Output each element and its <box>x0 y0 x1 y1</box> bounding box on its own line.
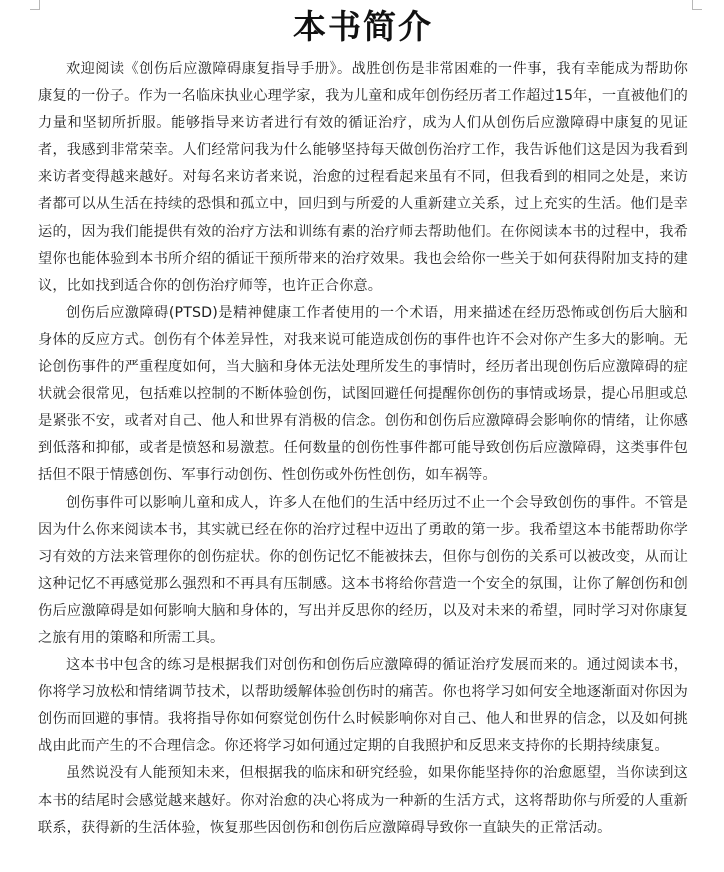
paragraph-2: 创伤后应激障碍(PTSD)是精神健康工作者使用的一个术语，用来描述在经历恐怖或创伤后大脑和身体的反应方式。创伤有个体差异性，对我来说可能造成创伤的事件也许不会对你产生多大的影响。无论创伤事件的严重程度如何，当大脑和身体无法处理所发生的事情时，经历者出现创伤后应激障碍的症状就会很常见，包括难以控制的不断体验创伤，试图回避任何提醒你创伤的事情或场景，提心吊胆或总是紧张不安，或者对自己、他人和世界有消极的信念。创伤和创伤后应激障碍会影响你的情绪，让你感到低落和抑郁，或者是愤怒和易激惹。任何数量的创伤性事件都可能导致创伤后应激障碍，这类事件包括但不限于情感创伤、军事行动创伤、性创伤或外伤性创伤，如车祸等。 <box>38 304 688 484</box>
paragraph-4: 这本书中包含的练习是根据我们对创伤和创伤后应激障碍的循证治疗发展而来的。通过阅读本书，你将学习放松和情绪调节技术，以帮助缓解体验创伤时的痛苦。你也将学习如何安全地逐渐面对你因为创伤而回避的事情。我将指导你如何察觉创伤什么时候影响你对自己、他人和世界的信念，以及如何挑战由此而产生的不合理信念。你还将学习如何通过定期的自我照护和反思来支持你的长期持续康复。 <box>38 657 688 755</box>
paragraph-1: 欢迎阅读《创伤后应激障碍康复指导手册》。战胜创伤是非常困难的一件事，我有幸能成为帮助你康复的一份子。作为一名临床执业心理学家，我为儿童和成年创伤经历者工作超过15年，一直被他们的力量和坚韧所折服。能够指导来访者进行有效的循证治疗，成为人们从创伤后应激障碍中康复的见证者，我感到非常荣幸。人们经常问我为什么能够坚持每天做创伤治疗工作，我告诉他们这是因为我看到来访者变得越来越好。对每名来访者来说，治愈的过程看起来虽有不同，但我看到的相同之处是，来访者都可以从生活在持续的恐惧和孤立中，回归到与所爱的人重新建立关系，过上充实的生活。他们是幸运的，因为我们能提供有效的治疗方法和训练有素的治疗师去帮助他们。在你阅读本书的过程中，我希望你也能体验到本书所介绍的循证干预所带来的治疗效果。我也会给你一些关于如何获得附加支持的建议，比如找到适合你的创伤治疗师等，也许正合你意。 <box>38 61 688 294</box>
page-corner-mark-right <box>692 0 702 10</box>
page-title: 本书简介 <box>293 7 433 46</box>
paragraph-5: 虽然说没有人能预知未来，但根据我的临床和研究经验，如果你能坚持你的治愈愿望，当你读到这本书的结尾时会感觉越来越好。你对治愈的决心将成为一种新的生活方式，这将帮助你与所爱的人重新联系，获得新的生活体验，恢复那些因创伤和创伤后应激障碍导致你一直缺失的正常活动。 <box>38 765 688 836</box>
paragraph-3: 创伤事件可以影响儿童和成人，许多人在他们的生活中经历过不止一个会导致创伤的事件。不管是因为什么你来阅读本书，其实就已经在你的治疗过程中迈出了勇敢的第一步。我希望这本书能帮助你学习有效的方法来管理你的创伤症状。你的创伤记忆不能被抹去，但你与创伤的关系可以被改变，从而让这种记忆不再感觉那么强烈和不再具有压制感。这本书将给你营造一个安全的氛围，让你了解创伤和创伤后应激障碍是如何影响大脑和身体的，写出并反思你的经历，以及对未来的希望，同时学习对你康复之旅有用的策略和所需工具。 <box>38 494 688 646</box>
document-page <box>38 0 688 842</box>
